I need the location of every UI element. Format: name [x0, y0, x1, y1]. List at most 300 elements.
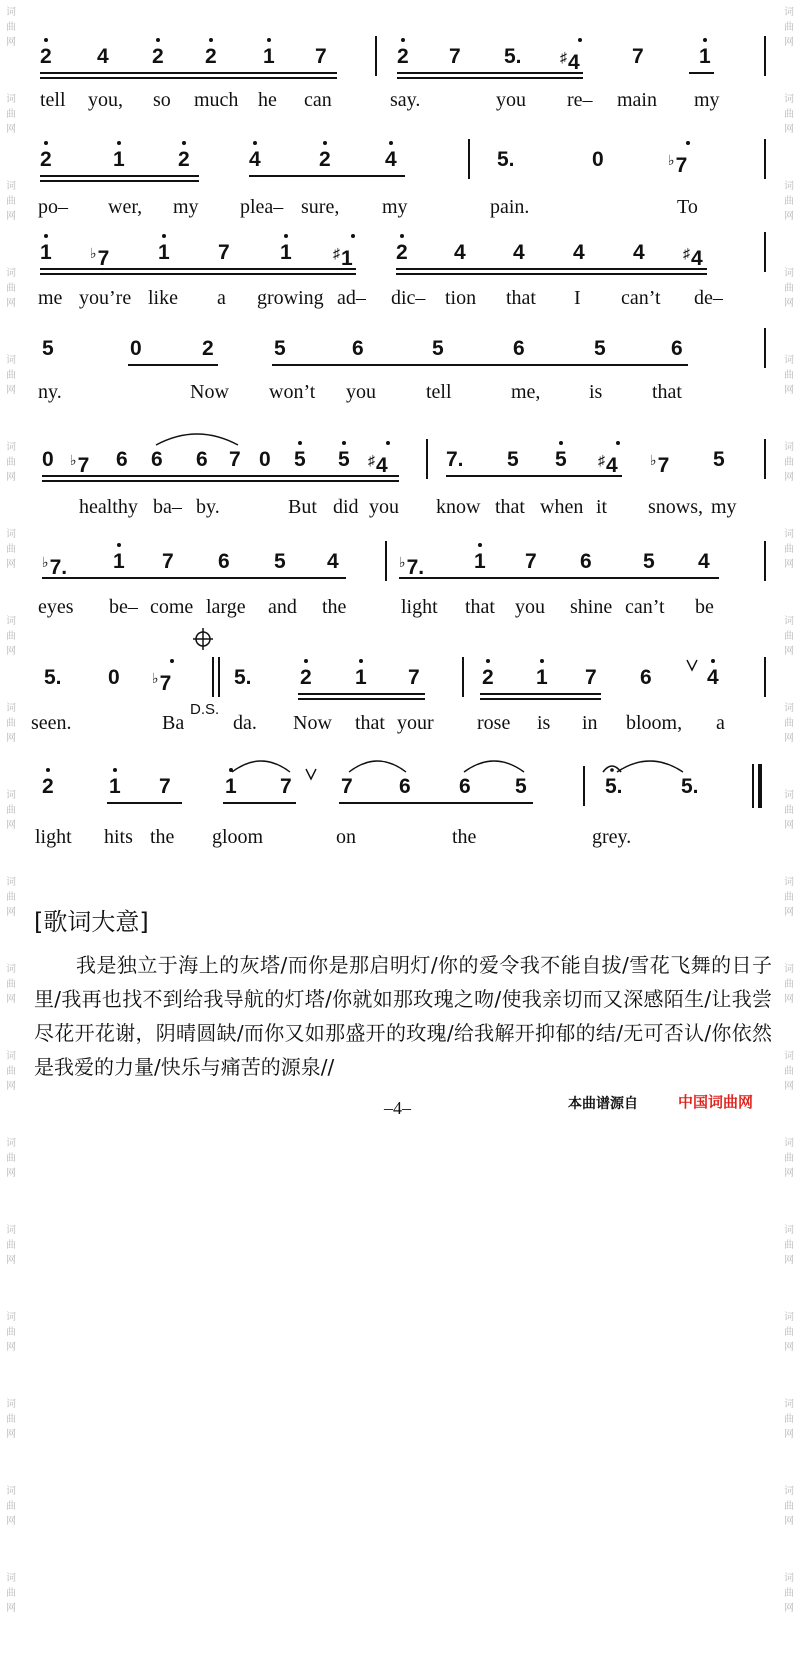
octave-dot — [113, 768, 117, 772]
note — [474, 549, 486, 575]
note-digit: 5 — [294, 448, 306, 471]
note-digit: 1 — [474, 550, 486, 573]
watermark-glyphs: 词 曲 网 — [6, 877, 16, 918]
barline — [468, 139, 470, 179]
sharp-sign: ♯ — [368, 452, 375, 468]
barline — [764, 541, 766, 581]
note-digit: 5. — [504, 45, 522, 68]
note-digit: 5 — [515, 775, 527, 798]
note-digit: 4 — [327, 550, 339, 573]
beam-underline — [446, 475, 622, 477]
lyric-word: pain. — [490, 196, 530, 218]
breath-mark-icon — [686, 659, 698, 671]
note — [497, 147, 515, 173]
note-digit: 1 — [113, 148, 125, 171]
lyric-word: light — [401, 596, 438, 618]
lyric-word: my — [382, 196, 408, 218]
note — [640, 665, 652, 691]
sharp-sign: ♯ — [333, 245, 340, 261]
lyric-word: growing — [257, 287, 324, 309]
lyric-word: rose — [477, 712, 511, 734]
barline — [583, 766, 585, 806]
note-digit: 4 — [573, 241, 585, 264]
note — [178, 147, 190, 173]
barline — [764, 232, 766, 272]
note — [504, 44, 522, 70]
beam-underline — [397, 72, 583, 74]
note — [585, 665, 597, 691]
note-digit: 5 — [713, 448, 725, 471]
barline — [764, 657, 766, 697]
note-digit: 6 — [196, 448, 208, 471]
watermark-glyphs: 词 曲 网 — [784, 1138, 794, 1179]
octave-dot — [156, 38, 160, 42]
octave-dot — [117, 543, 121, 547]
lyric-word: healthy — [79, 496, 138, 518]
source-label: 本曲谱源自 — [568, 1096, 638, 1112]
note-digit: 1 — [699, 45, 711, 68]
beam-underline — [107, 802, 182, 804]
beam-underline — [40, 268, 356, 270]
note — [507, 447, 519, 473]
beam-underline — [399, 577, 719, 579]
note — [152, 44, 164, 70]
lyric-word: that — [495, 496, 525, 518]
watermark-glyphs: 词 曲 网 — [6, 616, 16, 657]
lyric-word: come — [150, 596, 194, 618]
note — [300, 665, 312, 691]
watermark-glyphs: 词 曲 网 — [784, 181, 794, 222]
octave-dot — [389, 141, 393, 145]
sharp-sign: ♯ — [683, 245, 690, 261]
note — [294, 447, 306, 473]
note — [399, 774, 411, 800]
note-digit: 7. — [406, 556, 425, 579]
beam-underline — [397, 77, 583, 79]
beam-underline — [396, 268, 707, 270]
note — [274, 336, 286, 362]
note-digit: 4 — [513, 241, 525, 264]
lyric-word: plea– — [240, 196, 284, 218]
beam-underline — [480, 698, 601, 700]
beam-underline — [298, 698, 425, 700]
note — [158, 240, 170, 266]
note-digit: 4 — [454, 241, 466, 264]
watermark-glyphs: 词 曲 网 — [784, 703, 794, 744]
lyric-word: Now — [293, 712, 332, 734]
octave-dot — [400, 234, 404, 238]
note — [249, 147, 261, 173]
barline — [764, 139, 766, 179]
octave-dot — [44, 141, 48, 145]
lyric-word: on — [336, 826, 356, 848]
watermark-glyphs: 词 曲 网 — [784, 1399, 794, 1440]
lyric-word: ba– — [153, 496, 182, 518]
note-digit: 5 — [555, 448, 567, 471]
lyric-word: much — [194, 89, 239, 111]
watermark-glyphs: 词 曲 网 — [6, 964, 16, 1005]
note — [525, 549, 537, 575]
watermark-glyphs: 词 曲 网 — [784, 7, 794, 48]
lyric-word: re– — [567, 89, 593, 111]
note — [130, 336, 142, 362]
lyric-word: say. — [390, 89, 421, 111]
lyric-word: you — [515, 596, 545, 618]
lyric-word: is — [589, 381, 603, 403]
note-digit: 5 — [507, 448, 519, 471]
lyric-word: po– — [38, 196, 68, 218]
note-digit: 5 — [274, 337, 286, 360]
octave-dot — [284, 234, 288, 238]
note-digit: 7 — [657, 454, 670, 477]
note-digit: 2 — [300, 666, 312, 689]
watermark-glyphs: 词 曲 网 — [784, 268, 794, 309]
watermark-glyphs: 词 曲 网 — [784, 1573, 794, 1614]
lyric-word: dic– — [391, 287, 426, 309]
note — [555, 447, 567, 473]
note-digit: 1 — [536, 666, 548, 689]
note — [396, 240, 408, 266]
final-barline — [752, 764, 754, 808]
note-digit: 0 — [259, 448, 271, 471]
watermark-glyphs: 词 曲 网 — [6, 1138, 16, 1179]
double-barline — [218, 657, 220, 697]
octave-dot — [711, 659, 715, 663]
lyric-word: shine — [570, 596, 613, 618]
beam-underline — [40, 273, 356, 275]
note — [594, 336, 606, 362]
sharp-sign: ♯ — [560, 49, 567, 65]
note-digit: 7 — [162, 550, 174, 573]
watermark-glyphs: 词 曲 网 — [6, 1486, 16, 1527]
note — [681, 774, 699, 800]
note — [40, 240, 52, 266]
note — [40, 147, 52, 173]
watermark-glyphs: 词 曲 网 — [784, 616, 794, 657]
note — [162, 549, 174, 575]
watermark-glyphs: 词 曲 网 — [784, 442, 794, 483]
barline — [764, 328, 766, 368]
note — [513, 336, 525, 362]
lyric-word: I — [574, 287, 581, 309]
note — [707, 665, 719, 691]
beam-underline — [689, 72, 714, 74]
final-barline — [758, 764, 762, 808]
lyric-word: ny. — [38, 381, 62, 403]
double-barline — [212, 657, 214, 697]
flat-sign: ♭ — [42, 554, 49, 570]
note-digit: 5. — [497, 148, 515, 171]
lyric-word: like — [148, 287, 178, 309]
lyric-word: the — [150, 826, 175, 848]
lyric-word: To — [677, 196, 698, 218]
note-digit: 6 — [640, 666, 652, 689]
note — [319, 147, 331, 173]
octave-dot — [117, 141, 121, 145]
lyric-word: a — [716, 712, 725, 734]
lyric-word: snows, — [648, 496, 704, 518]
octave-dot — [267, 38, 271, 42]
lyric-word: the — [322, 596, 347, 618]
note — [218, 549, 230, 575]
note-digit: 1 — [263, 45, 275, 68]
note — [40, 44, 52, 70]
note-digit: 0 — [130, 337, 142, 360]
note-digit: 2 — [482, 666, 494, 689]
lyric-word: can — [304, 89, 332, 111]
watermark-glyphs: 词 曲 网 — [784, 94, 794, 135]
slur-arc — [230, 756, 292, 774]
note-digit: 6 — [459, 775, 471, 798]
lyric-word: my — [173, 196, 199, 218]
lyric-word: Ba — [162, 712, 185, 734]
note-digit: 7 — [159, 775, 171, 798]
octave-dot — [229, 768, 233, 772]
note-digit: 0 — [592, 148, 604, 171]
octave-dot — [162, 234, 166, 238]
lyric-word: my — [711, 496, 737, 518]
beam-underline — [128, 364, 218, 366]
note — [515, 774, 527, 800]
watermark-glyphs: 词 曲 网 — [784, 1051, 794, 1092]
note — [449, 44, 461, 70]
note-digit: 7 — [525, 550, 537, 573]
slur-arc — [615, 756, 685, 774]
barline — [375, 36, 377, 76]
note — [42, 774, 54, 800]
note — [592, 147, 604, 173]
lyrics-meaning-text: 我是独立于海上的灰塔/而你是那启明灯/你的爱令我不能自拔/雪花飞舞的日子里/我再也找不到给我导航的灯塔/你就如那玫瑰之吻/使我亲切而又深感陌生/让我尝尽花开花谢，阴晴圆缺/而你又如那盛开的玫瑰/给我解开抑郁的结/无可否认/你依然是我爱的力量/快乐与痛苦的源泉// — [34, 953, 772, 1079]
note — [513, 240, 525, 266]
watermark-glyphs: 词 曲 网 — [784, 964, 794, 1005]
note-digit: 7 — [280, 775, 292, 798]
beam-underline — [272, 364, 688, 366]
note-digit: 2 — [178, 148, 190, 171]
lyric-word: Now — [190, 381, 229, 403]
octave-dot — [209, 38, 213, 42]
note — [408, 665, 420, 691]
flat-sign: ♭ — [90, 245, 97, 261]
watermark-glyphs: 词 曲 网 — [6, 1051, 16, 1092]
lyric-word: that — [355, 712, 385, 734]
note-digit: 7 — [408, 666, 420, 689]
lyric-word: by. — [196, 496, 220, 518]
octave-dot — [351, 234, 355, 238]
note — [698, 549, 710, 575]
flat-sign: ♭ — [668, 152, 675, 168]
lyric-word: main — [617, 89, 657, 111]
note-digit: 5. — [234, 666, 252, 689]
barline — [426, 439, 428, 479]
note — [218, 240, 230, 266]
lyric-word: is — [537, 712, 551, 734]
lyric-word: eyes — [38, 596, 74, 618]
lyric-word: it — [596, 496, 608, 518]
barline — [385, 541, 387, 581]
note-digit: 2 — [319, 148, 331, 171]
beam-underline — [480, 693, 601, 695]
beam-underline — [40, 72, 337, 74]
beam-underline — [42, 475, 399, 477]
note-digit: 7 — [315, 45, 327, 68]
barline — [764, 36, 766, 76]
note — [446, 447, 464, 473]
note-digit: 2 — [396, 241, 408, 264]
lyric-word: can’t — [621, 287, 661, 309]
note — [338, 447, 350, 473]
note-digit: 4 — [698, 550, 710, 573]
lyric-word: tion — [445, 287, 477, 309]
dal-segno-marking: D.S. — [190, 701, 220, 718]
beam-underline — [42, 480, 399, 482]
note-digit: 7 — [632, 45, 644, 68]
flat-sign: ♭ — [650, 452, 657, 468]
octave-dot — [253, 141, 257, 145]
lyric-word: the — [452, 826, 477, 848]
lyric-word: that — [506, 287, 536, 309]
note — [274, 549, 286, 575]
lyric-word: he — [258, 89, 277, 111]
lyric-word: hits — [104, 826, 133, 848]
watermark-glyphs: 词 曲 网 — [784, 790, 794, 831]
lyric-word: seen. — [31, 712, 72, 734]
page-number: –4– — [384, 1098, 411, 1118]
note — [259, 447, 271, 473]
lyric-word: so — [153, 89, 171, 111]
note-digit: 1 — [355, 666, 367, 689]
note-digit: 2 — [397, 45, 409, 68]
lyric-word: when — [540, 496, 584, 518]
note — [352, 336, 364, 362]
note — [573, 240, 585, 266]
lyric-word: grey. — [592, 826, 632, 848]
note-digit: 1 — [341, 247, 353, 270]
octave-dot — [486, 659, 490, 663]
octave-dot — [478, 543, 482, 547]
beam-underline — [339, 802, 533, 804]
beam-underline — [40, 180, 199, 182]
note — [151, 447, 163, 473]
lyric-word: can’t — [625, 596, 665, 618]
lyric-word: you — [346, 381, 376, 403]
note-digit: 4 — [568, 51, 580, 74]
note-digit: 1 — [225, 775, 237, 798]
note-digit: 6 — [116, 448, 128, 471]
note-digit: 6 — [352, 337, 364, 360]
beam-underline — [223, 802, 296, 804]
watermark-glyphs: 词 曲 网 — [6, 268, 16, 309]
note — [42, 447, 54, 473]
note-digit: 4 — [97, 45, 109, 68]
note — [196, 447, 208, 473]
watermark-glyphs: 词 曲 网 — [784, 1225, 794, 1266]
note — [113, 147, 125, 173]
note-digit: 5 — [338, 448, 350, 471]
watermark-glyphs: 词 曲 网 — [784, 529, 794, 570]
octave-dot — [170, 659, 174, 663]
lyric-word: da. — [233, 712, 257, 734]
octave-dot — [559, 441, 563, 445]
note — [699, 44, 711, 70]
note-digit: 5. — [681, 775, 699, 798]
note-digit: 6 — [671, 337, 683, 360]
note-digit: 7 — [585, 666, 597, 689]
note — [280, 774, 292, 800]
note — [580, 549, 592, 575]
note — [713, 447, 725, 473]
octave-dot — [686, 141, 690, 145]
lyric-word: you — [369, 496, 399, 518]
lyric-word: wer, — [108, 196, 143, 218]
source-site-link[interactable]: 中国词曲网 — [678, 1093, 754, 1111]
watermark-glyphs: 词 曲 网 — [784, 355, 794, 396]
note — [152, 665, 171, 697]
lyric-word: won’t — [269, 381, 316, 403]
octave-dot — [401, 38, 405, 42]
flat-sign: ♭ — [70, 452, 77, 468]
note — [225, 774, 237, 800]
note-digit: 4 — [385, 148, 397, 171]
note — [116, 447, 128, 473]
lyric-word: me, — [511, 381, 541, 403]
beam-underline — [396, 273, 707, 275]
octave-dot — [304, 659, 308, 663]
note — [668, 147, 687, 179]
note-digit: 2 — [205, 45, 217, 68]
lyric-word: a — [217, 287, 226, 309]
note-digit: 6 — [218, 550, 230, 573]
note — [315, 44, 327, 70]
beam-underline — [298, 693, 425, 695]
note-digit: 7 — [449, 45, 461, 68]
lyric-word: de– — [694, 287, 723, 309]
note-digit: 7 — [77, 454, 90, 477]
lyric-word: be — [695, 596, 714, 618]
note — [671, 336, 683, 362]
note — [280, 240, 292, 266]
note-digit: 1 — [158, 241, 170, 264]
fermata-icon — [601, 760, 623, 774]
note — [397, 44, 409, 70]
note-digit: 2 — [40, 148, 52, 171]
watermark-glyphs: 词 曲 网 — [6, 529, 16, 570]
lyric-word: light — [35, 826, 72, 848]
note-digit: 2 — [42, 775, 54, 798]
octave-dot — [46, 768, 50, 772]
note-digit: 7 — [341, 775, 353, 798]
watermark-glyphs: 词 曲 网 — [6, 181, 16, 222]
note-digit: 7 — [675, 154, 688, 177]
note — [536, 665, 548, 691]
note — [234, 665, 252, 691]
octave-dot — [298, 441, 302, 445]
watermark-glyphs: 词 曲 网 — [784, 877, 794, 918]
watermark-glyphs: 词 曲 网 — [6, 1225, 16, 1266]
lyric-word: me — [38, 287, 63, 309]
note-digit: 6 — [399, 775, 411, 798]
lyric-word: you — [496, 89, 526, 111]
lyric-word: gloom — [212, 826, 264, 848]
lyric-word: tell — [426, 381, 452, 403]
note — [643, 549, 655, 575]
breath-mark-icon — [305, 768, 317, 780]
note-digit: 5. — [605, 775, 623, 798]
beam-underline — [249, 175, 405, 177]
note — [605, 774, 623, 800]
watermark-glyphs: 词 曲 网 — [6, 442, 16, 483]
note-digit: 0 — [42, 448, 54, 471]
note — [159, 774, 171, 800]
